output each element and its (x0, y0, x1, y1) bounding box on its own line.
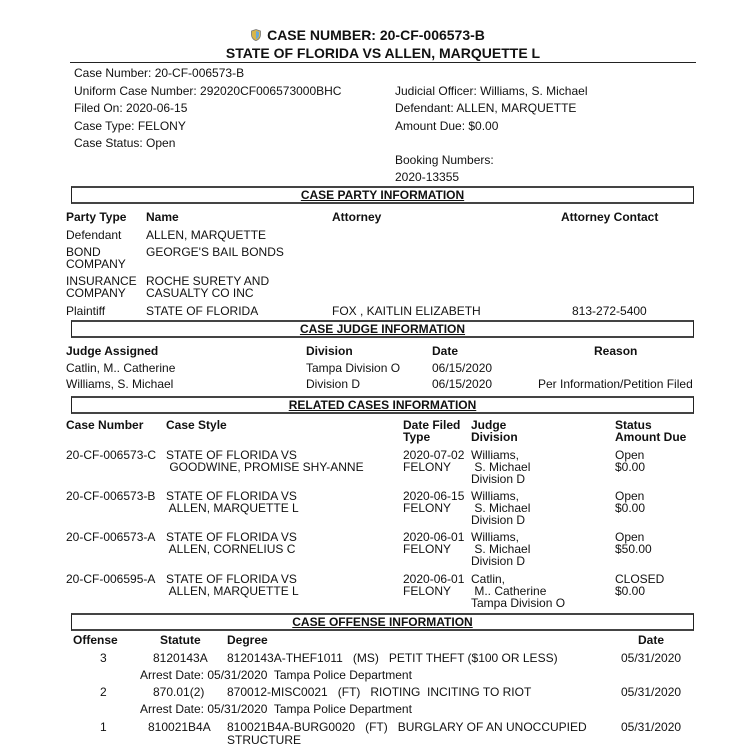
offense-header: Offense (73, 633, 118, 647)
date-filed: 2020-06-15 (403, 489, 465, 503)
booking-numbers-label: Booking Numbers: (395, 153, 494, 167)
judge: Williams, (471, 448, 519, 462)
judge-header: Judge (471, 418, 507, 432)
case-type: FELONY (403, 501, 452, 515)
amount-due: $0.00 (615, 460, 646, 474)
judge-date: 06/15/2020 (432, 377, 493, 391)
arrest-info: Arrest Date: 05/31/2020 Tampa Police Department (140, 668, 412, 682)
judge-assigned-header: Judge Assigned (66, 344, 159, 358)
offense-date: 05/31/2020 (621, 685, 682, 699)
case-style: STATE OF FLORIDA VS (166, 572, 297, 586)
party-type: Defendant (66, 228, 122, 242)
date-filed: 2020-06-01 (403, 530, 465, 544)
degree-description: 8120143A-THEF1011 (MS) PETIT THEFT ($100 OR LESS) (227, 651, 558, 665)
division: Division D (471, 513, 526, 527)
date-filed-header: Date Filed (403, 418, 461, 432)
division: Tampa Division O (471, 596, 566, 610)
uniform-case-number-field: Uniform Case Number: 292020CF006573000BHC (74, 84, 342, 98)
party-type: BOND (66, 245, 101, 259)
degree-header: Degree (227, 633, 268, 647)
judge-name: Williams, S. Michael (66, 377, 174, 391)
case-style: ALLEN, MARQUETTE L (166, 584, 299, 598)
related-cases-section-header: RELATED CASES INFORMATION (71, 396, 694, 414)
statute: 8120143A (153, 651, 208, 665)
case-offense-section-header: CASE OFFENSE INFORMATION (71, 613, 694, 631)
party-type: COMPANY (66, 286, 126, 300)
case-type: FELONY (403, 460, 452, 474)
judge-date: 06/15/2020 (432, 361, 493, 375)
case-style: GOODWINE, PROMISE SHY-ANNE (166, 460, 364, 474)
amount-due: $0.00 (615, 584, 646, 598)
case-type: FELONY (403, 542, 452, 556)
case-style-header: Case Style (166, 418, 227, 432)
case-type: FELONY (403, 584, 452, 598)
offense-number: 3 (100, 651, 107, 665)
party-name[interactable]: CASUALTY CO INC (146, 286, 254, 300)
judge: Williams, (471, 530, 519, 544)
division-header: Division (306, 344, 353, 358)
judicial-officer-field: Judicial Officer: Williams, S. Michael (395, 84, 588, 98)
case-style: ALLEN, CORNELIUS C (166, 542, 296, 556)
attorney-contact-header: Attorney Contact (561, 210, 659, 224)
status: CLOSED (615, 572, 665, 586)
date-header: Date (432, 344, 459, 358)
judge: Catlin, (471, 572, 506, 586)
degree-description: 810021B4A-BURG0020 (FT) BURGLARY OF AN UNOCCUPIED (227, 720, 587, 734)
name-header: Name (146, 210, 179, 224)
offense-number: 2 (100, 685, 107, 699)
party-type: INSURANCE (66, 274, 137, 288)
booking-number-value[interactable]: 2020-13355 (395, 170, 460, 184)
party-name[interactable]: GEORGE'S BAIL BONDS (146, 245, 284, 259)
statute-header: Statute (160, 633, 201, 647)
amount-due: $50.00 (615, 542, 652, 556)
case-status-field: Case Status: Open (74, 136, 176, 150)
division-header: Division (471, 430, 518, 444)
party-name[interactable]: ROCHE SURETY AND (146, 274, 270, 288)
case-style: STATE OF FLORIDA VS (166, 448, 297, 462)
reason-header: Reason (594, 344, 638, 358)
related-case-number-link[interactable]: 20-CF-006573-A (66, 530, 156, 544)
party-type-header: Party Type (66, 210, 127, 224)
amount-due-field: Amount Due: $0.00 (395, 119, 499, 133)
judge: S. Michael (471, 542, 531, 556)
shield-icon (251, 29, 261, 41)
status: Open (615, 530, 645, 544)
case-type-field: Case Type: FELONY (74, 119, 186, 133)
amount-due-header: Amount Due (615, 430, 687, 444)
judge: S. Michael (471, 460, 531, 474)
division: Division D (471, 472, 526, 486)
offense-date: 05/31/2020 (621, 720, 682, 734)
case-number-title: CASE NUMBER: 20-CF-006573-B (0, 27, 732, 44)
judge: Williams, (471, 489, 519, 503)
attorney-contact[interactable]: 813-272-5400 (572, 304, 647, 318)
status-header: Status (615, 418, 652, 432)
degree-description: STRUCTURE (227, 733, 301, 747)
attorney-header: Attorney (332, 210, 382, 224)
case-style-title: STATE OF FLORIDA VS ALLEN, MARQUETTE L (70, 45, 696, 63)
related-case-number-link[interactable]: 20-CF-006573-C (66, 448, 157, 462)
case-party-section-header: CASE PARTY INFORMATION (71, 186, 694, 204)
party-name[interactable]: STATE OF FLORIDA (146, 304, 259, 318)
attorney-name[interactable]: FOX , KAITLIN ELIZABETH (332, 304, 481, 318)
status: Open (615, 489, 645, 503)
case-number-field: Case Number: 20-CF-006573-B (74, 66, 245, 80)
statute: 870.01(2) (153, 685, 205, 699)
case-number-header: Case Number (66, 418, 144, 432)
case-judge-section-header: CASE JUDGE INFORMATION (71, 320, 694, 338)
judge-division: Tampa Division O (306, 361, 401, 375)
party-name[interactable]: ALLEN, MARQUETTE (146, 228, 267, 242)
offense-date: 05/31/2020 (621, 651, 682, 665)
party-type: Plaintiff (66, 304, 106, 318)
judge: S. Michael (471, 501, 531, 515)
related-case-number-link[interactable]: 20-CF-006595-A (66, 572, 156, 586)
type-header: Type (403, 430, 431, 444)
judge-name: Catlin, M.. Catherine (66, 361, 176, 375)
arrest-info: Arrest Date: 05/31/2020 Tampa Police Department (140, 702, 412, 716)
judge: M.. Catherine (471, 584, 547, 598)
case-style: ALLEN, MARQUETTE L (166, 501, 299, 515)
case-style: STATE OF FLORIDA VS (166, 530, 297, 544)
defendant-field: Defendant: ALLEN, MARQUETTE (395, 101, 577, 115)
date-filed: 2020-06-01 (403, 572, 465, 586)
case-style: STATE OF FLORIDA VS (166, 489, 297, 503)
date-header: Date (638, 633, 665, 647)
degree-description: 870012-MISC0021 (FT) RIOTING INCITING TO RIOT (227, 685, 532, 699)
division: Division D (471, 554, 526, 568)
amount-due: $0.00 (615, 501, 646, 515)
related-case-number-link[interactable]: 20-CF-006573-B (66, 489, 156, 503)
offense-number: 1 (100, 720, 107, 734)
date-filed: 2020-07-02 (403, 448, 465, 462)
party-type: COMPANY (66, 257, 126, 271)
judge-division: Division D (306, 377, 361, 391)
filed-on-field: Filed On: 2020-06-15 (74, 101, 188, 115)
status: Open (615, 448, 645, 462)
judge-reason: Per Information/Petition Filed (538, 377, 693, 391)
statute: 810021B4A (148, 720, 211, 734)
